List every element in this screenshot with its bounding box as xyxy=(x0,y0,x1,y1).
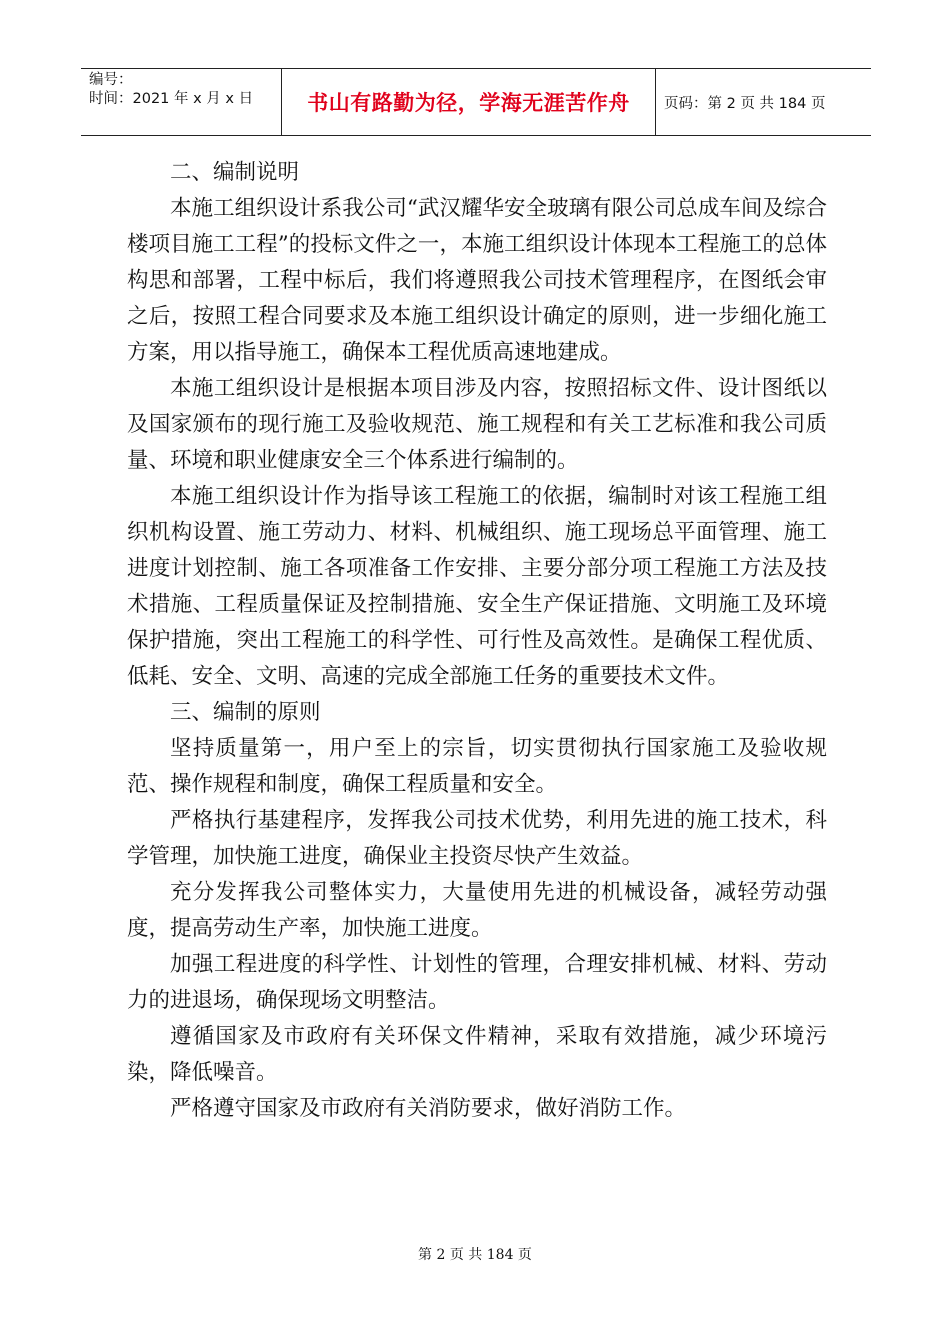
body-paragraph: 加强工程进度的科学性、计划性的管理，合理安排机械、材料、劳动力的进退场，确保现场文明整洁。 xyxy=(127,952,827,1013)
body-paragraph: 严格遵守国家及市政府有关消防要求，做好消防工作。 xyxy=(170,1096,687,1121)
header-page-info: 页码：第 2 页 共 184 页 xyxy=(664,95,826,112)
body-paragraph: 坚持质量第一，用户至上的宗旨，切实贯彻执行国家施工及验收规范、操作规程和制度，确保工程质量和安全。 xyxy=(127,736,827,797)
header-meta-cell xyxy=(81,69,282,135)
body-paragraph: 严格执行基建程序，发挥我公司技术优势，利用先进的施工技术，科学管理，加快施工进度，确保业主投资尽快产生效益。 xyxy=(127,808,827,869)
body-paragraph: 本施工组织设计系我公司“武汉耀华安全玻璃有限公司总成车间及综合楼项目施工工程”的投标文件之一，本施工组织设计体现本工程施工的总体构思和部署，工程中标后，我们将遵照我公司技术管理程序，在图纸会审之后，按照工程合同要求及本施工组织设计确定的原则，进一步细化施工方案，用以指导施工，确保本工程优质高速地建成。 xyxy=(127,196,827,365)
body-paragraph: 充分发挥我公司整体实力，大量使用先进的机械设备，减轻劳动强度，提高劳动生产率，加快施工进度。 xyxy=(127,880,827,941)
page-footer: 第 2 页 共 184 页 xyxy=(418,1247,532,1263)
header-motto: 书山有路勤为径，学海无涯苦作舟 xyxy=(282,69,656,135)
document-body xyxy=(127,155,827,1127)
page-header xyxy=(81,68,871,136)
section-heading: 三、编制的原则 xyxy=(170,700,321,725)
body-paragraph: 本施工组织设计作为指导该工程施工的依据，编制时对该工程施工组织机构设置、施工劳动力、材料、机械组织、施工现场总平面管理、施工进度计划控制、施工各项准备工作安排、主要分部分项工程施工方法及技术措施、工程质量保证及控制措施、安全生产保证措施、文明施工及环境保护措施，突出工程施工的科学性、可行性及高效性。是确保工程优质、低耗、安全、文明、高速的完成全部施工任务的重要技术文件。 xyxy=(127,484,827,689)
section-heading: 二、编制说明 xyxy=(170,160,300,185)
header-date: 时间：2021 年 x 月 x 日 xyxy=(89,91,254,107)
body-paragraph: 本施工组织设计是根据本项目涉及内容，按照招标文件、设计图纸以及国家颁布的现行施工及验收规范、施工规程和有关工艺标准和我公司质量、环境和职业健康安全三个体系进行编制的。 xyxy=(127,376,827,473)
body-paragraph: 遵循国家及市政府有关环保文件精神，采取有效措施，减少环境污染，降低噪音。 xyxy=(127,1024,827,1085)
header-number-label: 编号： xyxy=(89,72,133,88)
